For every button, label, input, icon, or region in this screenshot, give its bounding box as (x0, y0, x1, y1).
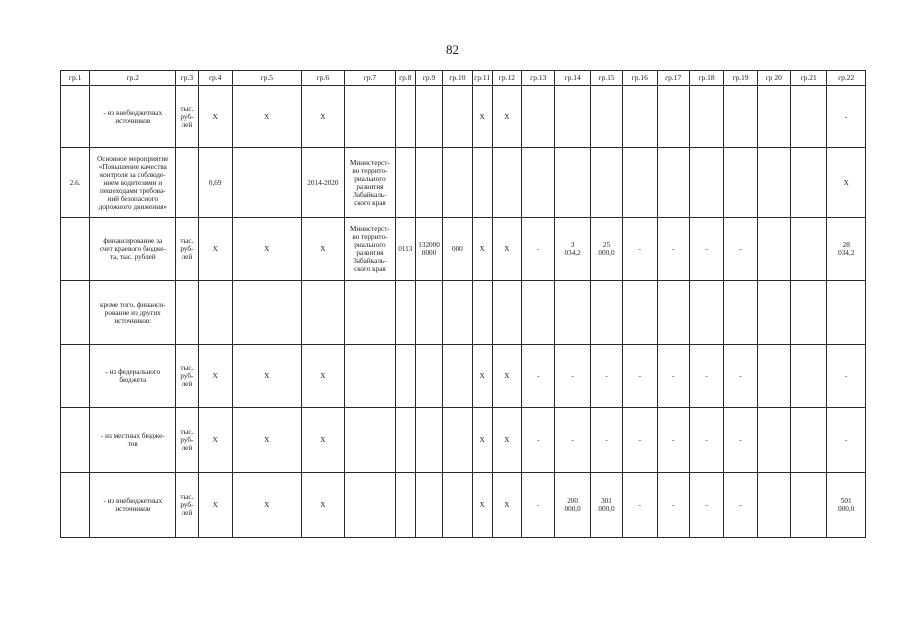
table-cell: X (301, 345, 344, 408)
table-cell (790, 473, 826, 538)
table-cell: Министерст- во террито- риального развития Забайкаль- ского края (345, 148, 396, 218)
table-cell (395, 148, 415, 218)
table-cell (415, 281, 442, 345)
column-header: гр.14 (555, 71, 590, 86)
table-cell (623, 281, 657, 345)
table-cell: X (198, 345, 232, 408)
table-cell (345, 473, 396, 538)
table-cell (790, 86, 826, 148)
table-cell (232, 148, 301, 218)
table-row (61, 473, 866, 538)
table-cell (790, 218, 826, 281)
table-cell (590, 281, 622, 345)
table-row (61, 86, 866, 148)
table-cell (395, 408, 415, 473)
table-cell: - (555, 345, 590, 408)
table-cell (415, 345, 442, 408)
table-cell (522, 281, 555, 345)
table-cell: - (590, 408, 622, 473)
table-cell (232, 281, 301, 345)
table-cell (415, 148, 442, 218)
table-cell: - (827, 86, 866, 148)
table-cell (724, 281, 757, 345)
table-cell: - из внебюджетных источников (90, 86, 176, 148)
column-header: гр 20 (757, 71, 790, 86)
table-cell (345, 281, 396, 345)
table-cell (757, 408, 790, 473)
table-cell (443, 281, 472, 345)
column-header: гр.21 (790, 71, 826, 86)
column-header: гр.3 (176, 71, 198, 86)
table-cell: - (590, 345, 622, 408)
page-number: 82 (446, 42, 459, 57)
table-cell (689, 148, 723, 218)
table-cell (590, 86, 622, 148)
table-cell (555, 148, 590, 218)
table-cell: - (657, 345, 689, 408)
table-cell: X (198, 408, 232, 473)
table-row (61, 148, 866, 218)
table-cell (61, 86, 90, 148)
table-cell: тыс. руб- лей (176, 345, 198, 408)
table-cell: X (472, 86, 492, 148)
table-cell (176, 281, 198, 345)
table-cell: X (472, 218, 492, 281)
table-cell (689, 86, 723, 148)
table-cell (61, 473, 90, 538)
table-row (61, 218, 866, 281)
table-cell: Основное мероприятие «Повышение качества контроля за соблюде- нием водителями и пешеходами требова- ний безопасного дорожного движения» (90, 148, 176, 218)
table-cell (790, 148, 826, 218)
table-cell: 0113 (395, 218, 415, 281)
table-cell (443, 86, 472, 148)
table-cell: - (555, 408, 590, 473)
table-cell: - (623, 218, 657, 281)
table-cell: кроме того, финанси- рование из других источников: (90, 281, 176, 345)
table-cell (757, 281, 790, 345)
table-cell: финансирование за счет краевого бюдже- та, тыс. рублей (90, 218, 176, 281)
table-cell: 28 034,2 (827, 218, 866, 281)
table-cell: X (301, 86, 344, 148)
table-cell (757, 86, 790, 148)
table-cell (443, 473, 472, 538)
table-cell (61, 218, 90, 281)
table-cell (724, 86, 757, 148)
table-cell: - (689, 345, 723, 408)
table-cell: - (522, 345, 555, 408)
column-header: гр.15 (590, 71, 622, 86)
column-header: гр.22 (827, 71, 866, 86)
column-header: гр.2 (90, 71, 176, 86)
table-cell: X (198, 218, 232, 281)
table-cell (555, 86, 590, 148)
table-cell (301, 281, 344, 345)
table-cell: 200 000,0 (555, 473, 590, 538)
table-cell (522, 148, 555, 218)
table-cell: 501 000,0 (827, 473, 866, 538)
table-cell: X (198, 86, 232, 148)
table-cell: 3 034,2 (555, 218, 590, 281)
table-cell: X (232, 408, 301, 473)
table-cell: 2014-2020 (301, 148, 344, 218)
table-cell: X (301, 218, 344, 281)
table-cell (790, 345, 826, 408)
column-header: гр.12 (492, 71, 521, 86)
table-cell (198, 281, 232, 345)
table-cell (757, 345, 790, 408)
table-cell (790, 281, 826, 345)
table-cell (345, 408, 396, 473)
table-cell (657, 148, 689, 218)
table-cell: - (689, 408, 723, 473)
table-cell (472, 281, 492, 345)
table-cell: - (522, 218, 555, 281)
table-cell (395, 473, 415, 538)
table-cell: X (492, 218, 521, 281)
table-cell (623, 86, 657, 148)
table-cell: - из внебюджетных источников (90, 473, 176, 538)
table-cell: - (724, 408, 757, 473)
table-cell (757, 218, 790, 281)
table-cell (657, 281, 689, 345)
table-cell: X (198, 473, 232, 538)
table-cell (623, 148, 657, 218)
table-cell: 2.6. (61, 148, 90, 218)
table-body (61, 86, 866, 538)
table-cell (395, 345, 415, 408)
table-cell: X (232, 86, 301, 148)
table-cell: 132000 0000 (415, 218, 442, 281)
table-cell: - (522, 473, 555, 538)
table-header-row (61, 71, 866, 86)
table-cell: X (301, 473, 344, 538)
table-cell: Министерст- во террито- риального развития Забайкаль- ского края (345, 218, 396, 281)
data-table (60, 70, 866, 538)
table-cell (395, 86, 415, 148)
table-cell: X (472, 473, 492, 538)
column-header: гр.13 (522, 71, 555, 86)
table-cell (492, 281, 521, 345)
column-header: гр.4 (198, 71, 232, 86)
table-cell (395, 281, 415, 345)
table-cell: X (301, 408, 344, 473)
table-cell: тыс. руб- лей (176, 408, 198, 473)
column-header: гр.18 (689, 71, 723, 86)
table-cell: - (623, 473, 657, 538)
table-cell (443, 345, 472, 408)
table-cell: тыс. руб- лей (176, 218, 198, 281)
table-cell: - (623, 345, 657, 408)
column-header: гр.16 (623, 71, 657, 86)
table-cell: тыс. руб- лей (176, 473, 198, 538)
table-cell (689, 281, 723, 345)
column-header: гр.6 (301, 71, 344, 86)
column-header: гр.19 (724, 71, 757, 86)
column-header: гр.1 (61, 71, 90, 86)
column-header: гр.10 (443, 71, 472, 86)
table-cell (345, 345, 396, 408)
table-cell (443, 148, 472, 218)
table-cell (472, 148, 492, 218)
table-cell: 301 000,0 (590, 473, 622, 538)
table-cell (522, 86, 555, 148)
table-cell (590, 148, 622, 218)
table-cell: X (232, 345, 301, 408)
table-cell: - (657, 408, 689, 473)
table-cell (724, 148, 757, 218)
table-cell (790, 408, 826, 473)
table-cell: 000 (443, 218, 472, 281)
table-cell: X (472, 408, 492, 473)
table-cell: - (657, 218, 689, 281)
table-cell: тыс. руб- лей (176, 86, 198, 148)
table-cell (61, 281, 90, 345)
table-cell (415, 86, 442, 148)
table-cell: - (657, 473, 689, 538)
table-cell: - (827, 345, 866, 408)
table-row (61, 281, 866, 345)
table-cell: - из федерального бюджета (90, 345, 176, 408)
table-cell (443, 408, 472, 473)
table-cell: - (724, 345, 757, 408)
table-cell: 0,69 (198, 148, 232, 218)
column-header: гр.5 (232, 71, 301, 86)
table-cell (176, 148, 198, 218)
column-header: гр.8 (395, 71, 415, 86)
table-cell (657, 86, 689, 148)
table-cell (827, 281, 866, 345)
table-cell: X (492, 345, 521, 408)
table-cell (61, 408, 90, 473)
table-cell: X (492, 408, 521, 473)
table-cell: - (623, 408, 657, 473)
table-cell: - (827, 408, 866, 473)
table-cell: - (689, 218, 723, 281)
table-cell: 25 000,0 (590, 218, 622, 281)
table-cell: X (232, 218, 301, 281)
table-cell: X (492, 473, 521, 538)
table-cell (492, 148, 521, 218)
table-cell: X (472, 345, 492, 408)
table-cell (61, 345, 90, 408)
table-cell: - (724, 473, 757, 538)
column-header: гр.17 (657, 71, 689, 86)
table-cell: X (827, 148, 866, 218)
column-header: гр.7 (345, 71, 396, 86)
table-cell: - из местных бюдже- тов (90, 408, 176, 473)
table-row (61, 345, 866, 408)
table-cell: X (232, 473, 301, 538)
table-cell (757, 148, 790, 218)
column-header: гр.9 (415, 71, 442, 86)
table-cell: - (689, 473, 723, 538)
table-cell: - (724, 218, 757, 281)
column-header: гр.11 (472, 71, 492, 86)
table-cell (555, 281, 590, 345)
table-cell (345, 86, 396, 148)
table-cell (757, 473, 790, 538)
table-row (61, 408, 866, 473)
table-cell (415, 408, 442, 473)
table-cell: - (522, 408, 555, 473)
table-cell (415, 473, 442, 538)
table-cell: X (492, 86, 521, 148)
